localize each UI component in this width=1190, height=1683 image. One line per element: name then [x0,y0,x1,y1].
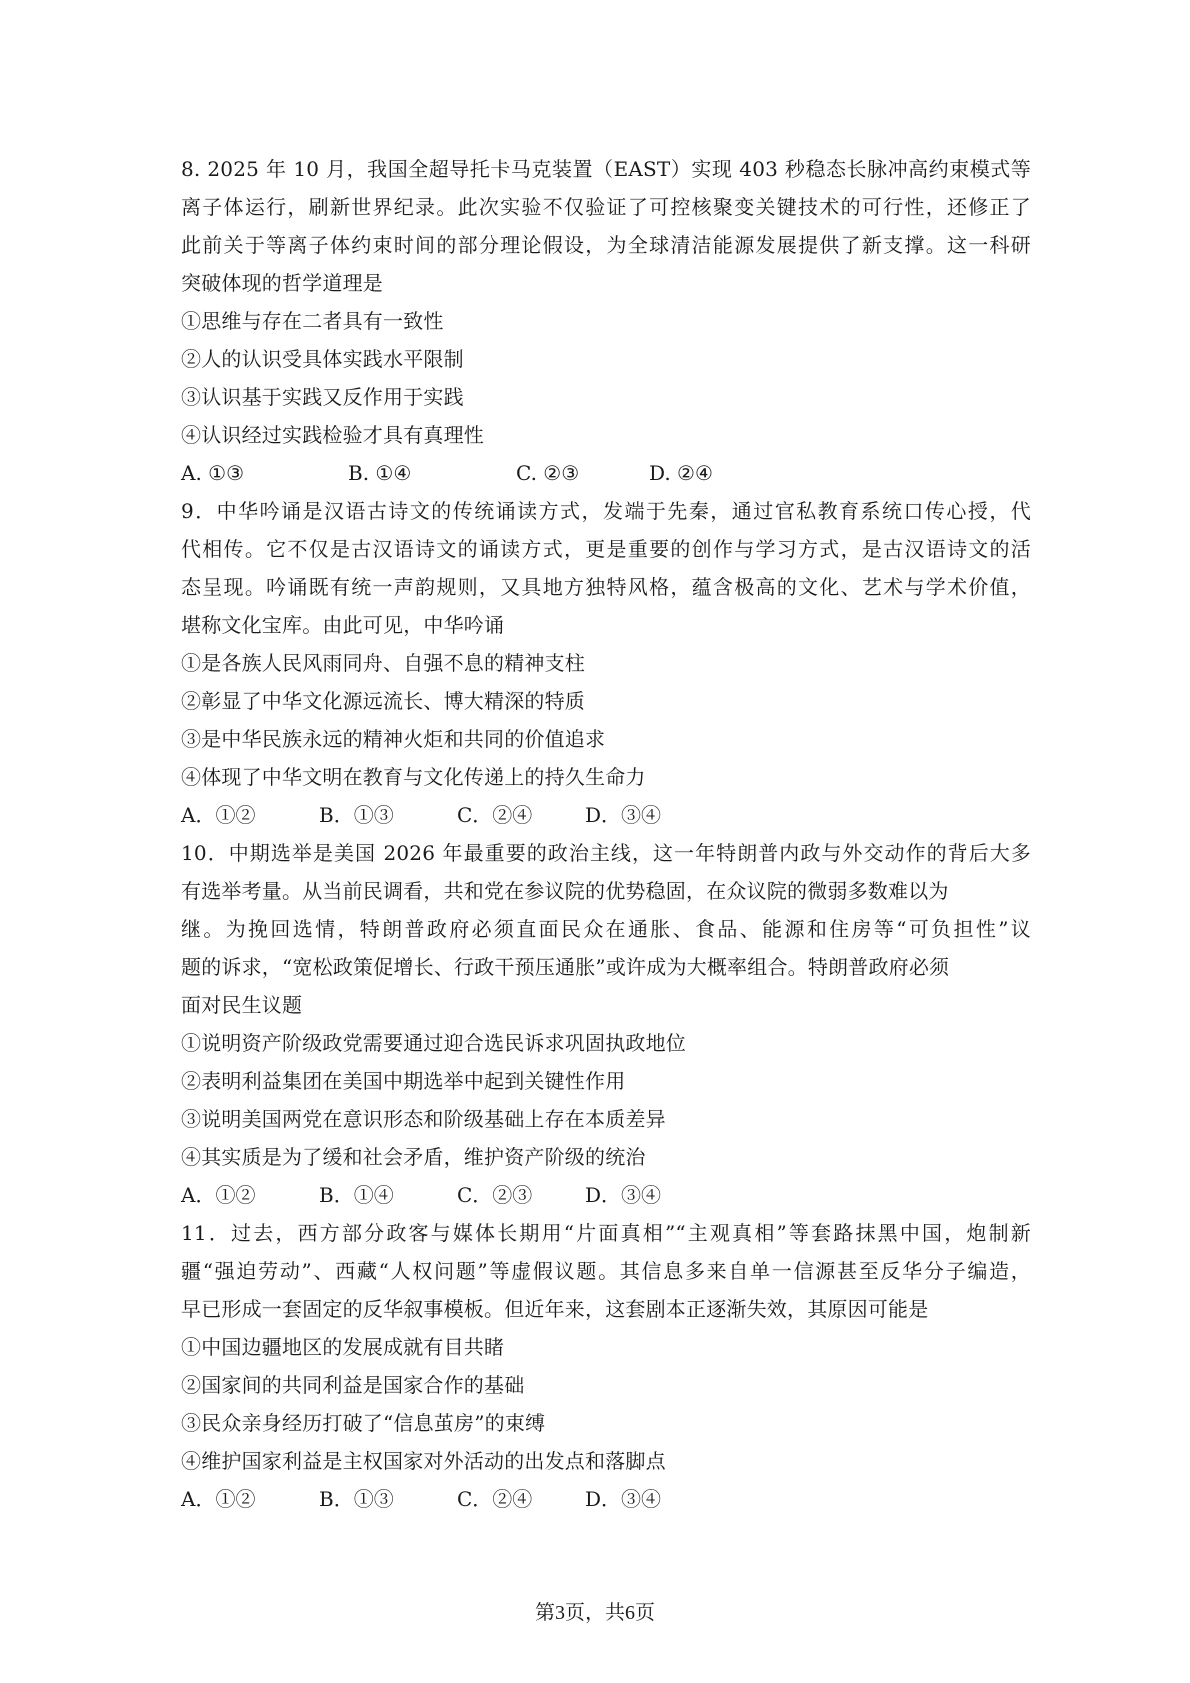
statement-item: ④维护国家利益是主权国家对外活动的出发点和落脚点 [181,1449,666,1473]
question-stem-line: 代相传。它不仅是古汉语诗文的诵读方式，更是重要的创作与学习方式，是古汉语诗文的活 [181,537,1031,561]
statement-item: ③说明美国两党在意识形态和阶级基础上存在本质差异 [181,1107,666,1131]
choice-d[interactable]: D. ②④ [649,461,713,485]
statement-item: ③认识基于实践又反作用于实践 [181,385,464,409]
choice-a[interactable]: A. ①③ [181,461,245,485]
choice-a[interactable]: A．①② [181,1183,256,1207]
statement-item: ①思维与存在二者具有一致性 [181,309,444,333]
question-stem-line: 面对民生议题 [181,993,303,1017]
choice-d[interactable]: D．③④ [585,1487,662,1511]
question-11 [181,1214,1031,1518]
statement-item: ①中国边疆地区的发展成就有目共睹 [181,1335,505,1359]
question-9 [181,492,1031,834]
answer-choices [181,1480,1031,1518]
statement-item: ④体现了中华文明在教育与文化传递上的持久生命力 [181,765,646,789]
choice-c[interactable]: C．②④ [457,803,533,827]
question-10 [181,834,1031,1214]
question-stem-line: 11．过去，西方部分政客与媒体长期用“片面真相”“主观真相”等套路抹黑中国，炮制新 [181,1221,1031,1245]
choice-d[interactable]: D．③④ [585,803,662,827]
statement-item: ②彰显了中华文化源远流长、博大精深的特质 [181,689,585,713]
question-stem-line: 9．中华吟诵是汉语古诗文的传统诵读方式，发端于先秦，通过官私教育系统口传心授，代 [181,499,1031,523]
statement-item: ①说明资产阶级政党需要通过迎合选民诉求巩固执政地位 [181,1031,686,1055]
question-stem-line: 有选举考量。从当前民调看，共和党在参议院的优势稳固，在众议院的微弱多数难以为 [181,879,949,903]
question-stem-line: 早已形成一套固定的反华叙事模板。但近年来，这套剧本正逐渐失效，其原因可能是 [181,1297,929,1321]
question-stem-line: 离子体运行，刷新世界纪录。此次实验不仅验证了可控核聚变关键技术的可行性，还修正了 [181,195,1031,219]
page-number: 第3页，共6页 [535,1602,655,1624]
choice-c[interactable]: C．②④ [457,1487,533,1511]
statement-item: ②人的认识受具体实践水平限制 [181,347,464,371]
question-stem-line: 10．中期选举是美国 2026 年最重要的政治主线，这一年特朗普内政与外交动作的背后大多 [181,841,1031,865]
statement-item: ④其实质是为了缓和社会矛盾，维护资产阶级的统治 [181,1145,646,1169]
question-stem-line: 疆“强迫劳动”、西藏“人权问题”等虚假议题。其信息多来自单一信源甚至反华分子编造， [181,1259,1031,1283]
statement-item: ④认识经过实践检验才具有真理性 [181,423,484,447]
question-8 [181,150,1031,492]
answer-choices [181,454,1031,492]
choice-d[interactable]: D．③④ [585,1183,662,1207]
question-stem-line: 8. 2025 年 10 月，我国全超导托卡马克装置（EAST）实现 403 秒稳态长脉冲高约束模式等 [181,157,1031,181]
choice-c[interactable]: C．②③ [457,1183,533,1207]
choice-b[interactable]: B．①④ [319,1183,394,1207]
question-stem-line: 此前关于等离子体约束时间的部分理论假设，为全球清洁能源发展提供了新支撑。这一科研 [181,233,1031,257]
statement-item: ①是各族人民风雨同舟、自强不息的精神支柱 [181,651,585,675]
choice-b[interactable]: B. ①④ [348,461,412,485]
choice-a[interactable]: A．①② [181,1487,256,1511]
answer-choices [181,1176,1031,1214]
question-stem-line: 堪称文化宝库。由此可见，中华吟诵 [181,613,505,637]
choice-b[interactable]: B．①③ [319,1487,394,1511]
question-stem-line: 题的诉求，“宽松政策促增长、行政干预压通胀”或许成为大概率组合。特朗普政府必须 [181,955,950,979]
question-stem-line: 继。为挽回选情，特朗普政府必须直面民众在通胀、食品、能源和住房等“可负担性”议 [181,917,1031,941]
answer-choices [181,796,1031,834]
question-stem-line: 突破体现的哲学道理是 [181,271,383,295]
page-content [181,150,1031,1518]
statement-item: ③民众亲身经历打破了“信息茧房”的束缚 [181,1411,546,1435]
question-stem-line: 态呈现。吟诵既有统一声韵规则，又具地方独特风格，蕴含极高的文化、艺术与学术价值， [181,575,1031,599]
choice-a[interactable]: A．①② [181,803,256,827]
statement-item: ②表明利益集团在美国中期选举中起到关键性作用 [181,1069,626,1093]
statement-item: ③是中华民族永远的精神火炬和共同的价值追求 [181,727,606,751]
statement-item: ②国家间的共同利益是国家合作的基础 [181,1373,525,1397]
choice-c[interactable]: C. ②③ [516,461,580,485]
page-footer [0,1598,1190,1628]
choice-b[interactable]: B．①③ [319,803,394,827]
